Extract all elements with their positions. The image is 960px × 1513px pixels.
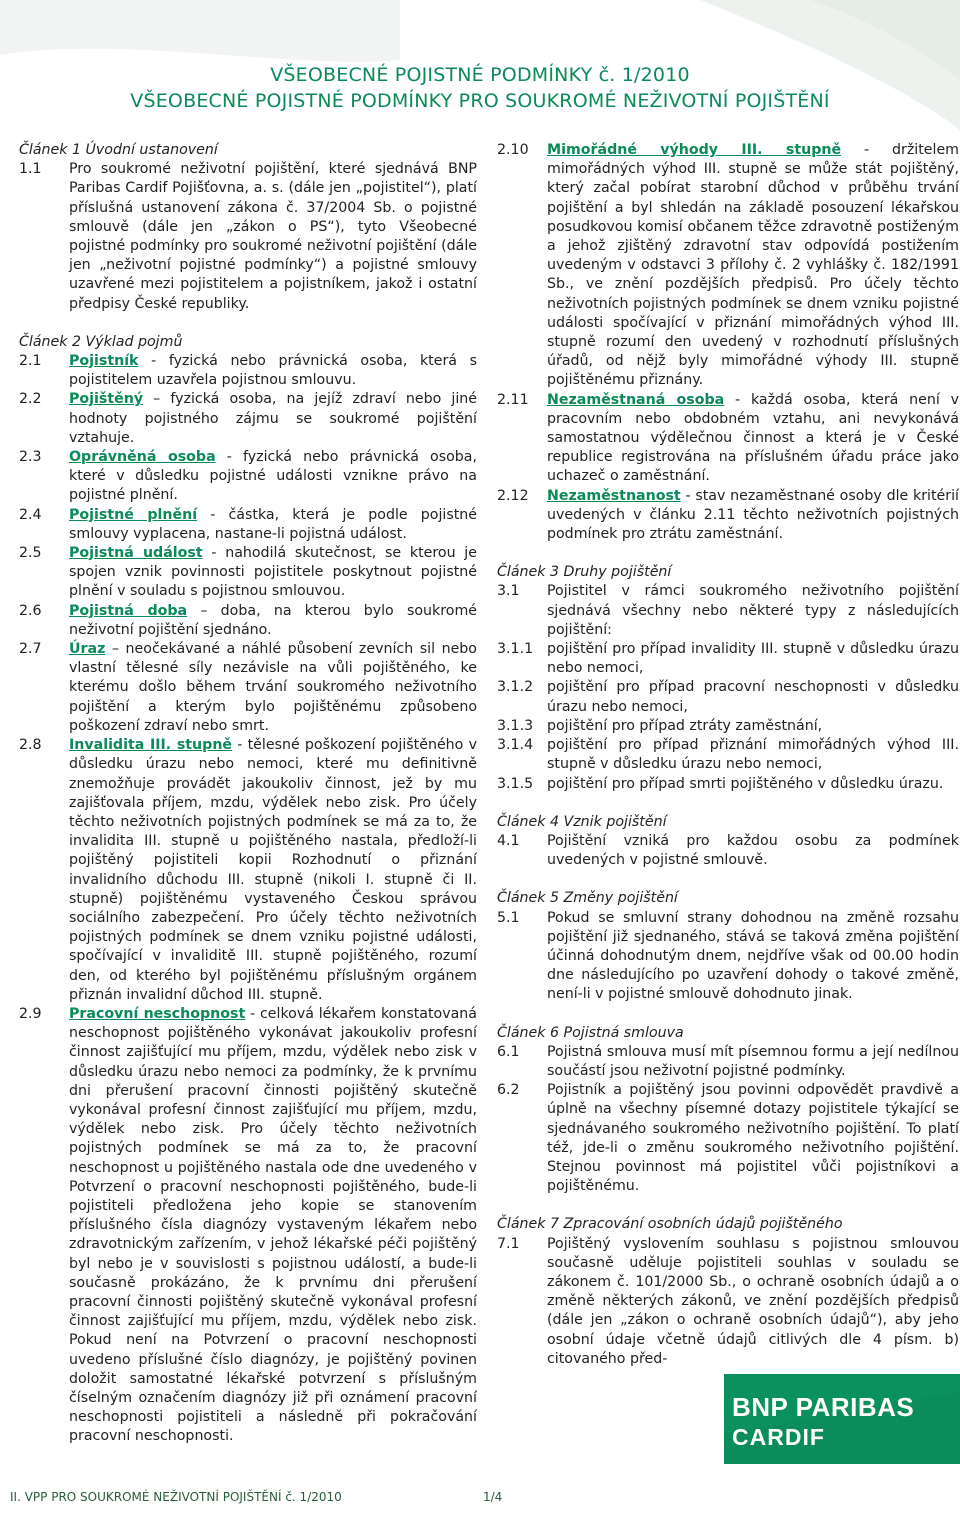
defined-term: Pojištěný: [69, 391, 144, 408]
definition-text: – doba, na kterou bylo soukromé neživotní pojištění sjednáno.: [69, 602, 478, 638]
defined-term: Úraz: [69, 641, 106, 658]
clause-text: Pokud se smluvní strany dohodnou na změně rozsahu pojištění již sjednaného, stává se taková změna pojištění účinná dohodnutým dnem, nejdříve však od 00.00 hodin dne následujícího po uzavření dohody o takové změně, není-li v pojistné smlouvě dohodnuto jinak.: [547, 909, 959, 1003]
clause-number: 2.11: [497, 391, 529, 408]
defined-term: Nezaměstnaná osoba: [547, 391, 725, 408]
clause-number: 3.1.4: [497, 737, 534, 754]
article-heading: Článek 4 Vznik pojištění: [497, 813, 667, 830]
clause-number: 4.1: [497, 832, 520, 849]
left-column: [19, 141, 477, 1447]
clause: [497, 717, 959, 736]
document-subtitle: VŠEOBECNÉ POJISTNÉ PODMÍNKY PRO SOUKROMÉ NEŽIVOTNÍ POJIŠTĚNÍ: [130, 90, 830, 112]
definition-text: – neočekávané a náhlé působení zevních sil nebo vlastní tělesné síly nezávisle na vůli pojištěného, ke kterému došlo během trvání soukromého neživotního pojištění a kterým bylo pojištěnému způsobeno poškození zdraví nebo smrt.: [69, 641, 477, 734]
page-number: 1/4: [483, 1490, 503, 1504]
definition-text: – fyzická osoba, na jejíž zdraví nebo jiné hodnoty pojistného zájmu se soukromé pojištění vztahuje.: [69, 391, 477, 446]
clause-text: Pojistná smlouva musí mít písemnou formu a její nedílnou součástí jsou neživotní pojistné podmínky.: [547, 1043, 959, 1079]
clause: [497, 832, 959, 870]
defined-term: Pojistník: [69, 353, 139, 370]
clause-number: 3.1.2: [497, 679, 534, 696]
clause: [497, 909, 959, 1005]
clause-text: pojištění pro případ přiznání mimořádných výhod III. stupně v důsledku úrazu nebo nemoci,: [547, 737, 959, 773]
clause-number: 5.1: [497, 909, 520, 926]
clause-number: 2.9: [19, 1005, 42, 1022]
defined-term: Pojistná doba: [69, 602, 188, 619]
definition-item: [19, 390, 477, 448]
definition-text: - nahodilá skutečnost, se kterou je spojen vznik povinnosti pojistitele poskytnout pojistné plnění v souladu s pojistnou smlouvou.: [69, 545, 477, 600]
definition-item: [497, 391, 959, 487]
article-heading: Článek 1 Úvodní ustanovení: [19, 142, 218, 158]
definition-text: - celková lékařem konstatovaná neschopnost pojištěného vykonávat jakoukoliv profesní činnost zajišťující mu příjem, mzdu, výdělek nebo zisk v důsledku úrazu nebo nemoci za podmínky, že k prvnímu dni přerušení pracovní činnosti pojištěný skutečně vykonával profesní činnost zajišťující mu příjem, mzdu, výdělek nebo zisk. Pro účely těchto neživotních pojistných podmínek se má za to, že pracovní neschopnost u pojištěného nastala ode dne uvedeného v Potvrzení o pracovní neschopnosti pojištěného, bude-li pojistiteli předložena jeho kopie se stanovením příslušného čísla diagnózy vystaveným lékařem nebo zdravotnickým zařízením, v jehož lékařské péči pojištěný byl nebo je v souvislosti s pojistnou událostí, a bude-li současně prokázáno, že k prvnímu dni přerušení pracovní činnosti pojištěný skutečně vykonával profesní činnost zajišťující mu příjem, mzdu, výdělek nebo zisk. Pokud není na Potvrzení o pracovní neschopnosti uvedeno příslušné číslo diagnózy, je pojištěný povinen doložit samostatné lékařské potvrzení s příslušným číselným označením diagnózy již při oznámení pracovní neschopnosti pojistiteli a následně při pokračování pracovní neschopnosti.: [69, 1005, 477, 1445]
clause-text: Pojištěný vyslovením souhlasu s pojistnou smlouvou současně uděluje pojistiteli souhlas v souladu se zákonem č. 101/2000 Sb., o ochraně osobních údajů a o změně některých zákonů, ve znění pozdějších předpisů (dále jen „zákon o ochraně osobních údajů“), aby jeho osobní údaje včetně údajů citlivých dle 4 písm. b) citovaného před-: [547, 1235, 959, 1367]
clause-text: Pojistník a pojištěný jsou povinni odpovědět pravdivě a úplně na všechny písemné dotazy pojistitele týkající se sjednávaného soukromého neživotního pojištění. To platí též, jde-li o změnu soukromého neživotního pojištění. Stejnou povinnost má pojistitel vůči pojistníkovi a pojištěnému.: [547, 1082, 959, 1195]
article-heading: Článek 3 Druhy pojištění: [497, 564, 672, 581]
defined-term: Mimořádné výhody III. stupně: [547, 142, 842, 158]
definition-text: - částka, která je podle pojistné smlouvy vyplacena, nastane-li pojistná událost.: [69, 506, 478, 542]
defined-term: Pojistné plnění: [69, 506, 198, 523]
clause: [497, 582, 959, 640]
definition-item: [19, 736, 477, 1005]
definition-text: - fyzická nebo právnická osoba, které v důsledku pojistné události vznikne právo na pojistné plnění.: [69, 449, 477, 504]
clause-number: 2.6: [19, 602, 42, 619]
clause-number: 6.2: [497, 1082, 520, 1099]
logo-text: CARDIF: [732, 1424, 825, 1450]
clause: [497, 678, 959, 716]
clause: [497, 1081, 959, 1196]
clause-number: 2.1: [19, 353, 42, 370]
clause-text: pojištění pro případ pracovní neschopnosti v důsledku úrazu nebo nemoci,: [547, 679, 959, 715]
defined-term: Oprávněná osoba: [69, 449, 216, 466]
clause: [497, 1043, 959, 1081]
clause-number: 3.1.3: [497, 717, 534, 734]
clause-number: 2.12: [497, 487, 529, 504]
clause-text: pojištění pro případ smrti pojištěného v důsledku úrazu.: [547, 775, 944, 792]
clause: [497, 1235, 959, 1369]
clause-number: 2.2: [19, 391, 42, 408]
definition-item: [497, 487, 959, 545]
definition-item: [19, 640, 477, 736]
definition-item: [19, 602, 477, 640]
clause-number: 7.1: [497, 1235, 520, 1252]
logo-text: BNP PARIBAS: [732, 1392, 915, 1422]
clause-text: Pro soukromé neživotní pojištění, které sjednává BNP Paribas Cardif Pojišťovna, a. s. (dále jen „pojistitel“), platí příslušná ustanovení zákona č. 37/2004 Sb. o pojistné smlouvě (dále jen „zákon o PS“), tyto Všeobecné pojistné podmínky pro soukromé neživotní pojištění (dále jen „neživotní pojistné podmínky“) a pojistné smlouvy uzavřené mezi pojistitelem a pojistníkem, jakož i ostatní předpisy České republiky.: [69, 161, 477, 312]
clause-text: Pojistitel v rámci soukromého neživotního pojištění sjednává všechny nebo některé typy z následujících pojištění:: [547, 583, 959, 638]
document-title: VŠEOBECNÉ POJISTNÉ PODMÍNKY č. 1/2010: [270, 64, 690, 86]
definition-text: - stav nezaměstnané osoby dle kritérií uvedených v článku 2.11 těchto neživotních pojistných podmínek pro ztrátu zaměstnání.: [547, 487, 959, 543]
definition-item: [497, 141, 959, 391]
clause-number: 2.4: [19, 506, 42, 523]
clause-number: 2.3: [19, 449, 42, 466]
clause-number: 2.10: [497, 142, 529, 158]
clause-number: 3.1.1: [497, 641, 534, 658]
clause-text: Pojištění vzniká pro každou osobu za podmínek uvedených v pojistné smlouvě.: [547, 832, 959, 869]
clause: [497, 736, 959, 774]
footer-document-name: II. VPP PRO SOUKROMÉ NEŽIVOTNÍ POJIŠTĚNÍ č. 1/2010: [10, 1490, 342, 1504]
article-heading: Článek 5 Změny pojištění: [497, 890, 678, 907]
definition-text: - tělesné poškození pojištěného v důsledku úrazu nebo nemoci, které mu definitivně znemožňuje provádět jakoukoliv činnost, jež by mu zajišťovala příjem, mzdu, výdělek nebo zisk. Pro účely těchto neživotních pojistných podmínek se má za to, že invalidita III. stupně u pojištěného nastala, předloží-li pojištěný pojistiteli kopii Rozhodnutí o přiznání invalidního důchodu III. stupně (nikoli I. stupně či II. stupně) pojištěnému vystaveného Českou správou sociálního zabezpečení. Pro účely těchto neživotních pojistných podmínek se dnem vzniku pojistné události, spočívající v invaliditě III. stupně pojištěného, rozumí den, od kterého byl pojištěnému příslušným orgánem přiznán invalidní důchod III. stupně.: [69, 737, 477, 1003]
defined-term: Nezaměstnanost: [547, 487, 681, 504]
clause-number: 1.1: [19, 161, 42, 178]
right-column: [497, 141, 959, 1369]
clause-number: 3.1: [497, 583, 520, 600]
definition-item: [19, 448, 477, 506]
clause-text: pojištění pro případ invalidity III. stupně v důsledku úrazu nebo nemoci,: [547, 641, 959, 677]
definition-text: - fyzická nebo právnická osoba, která s pojistitelem uzavřela pojistnou smlouvu.: [69, 353, 477, 389]
clause-number: 2.8: [19, 737, 42, 754]
defined-term: Pracovní neschopnost: [69, 1005, 246, 1022]
definition-text: - držitelem mimořádných výhod III. stupně se může stát pojištěný, který začal pobírat starobní důchod v průběhu trvání pojištění a byl shledán na základě posouzení lékařskou posudkovou komisí občanem těžce zdravotně postiženým a jehož zjištěný zdravotní stav odpovídá postižením uvedeným v odstavci 3 přílohy č. 2 vyhlášky č. 182/1991 Sb., ve znění pozdějších předpisů. Pro účely těchto neživotních pojistných podmínek se dnem vzniku pojistné události spočívající v přiznání mimořádných výhod III. stupně rozumí den uvedený v rozhodnutí příslušných úřadů, od nějž byly mimořádné výhody III. stupně pojištěnému přiznány.: [547, 142, 959, 389]
article-heading: Článek 6 Pojistná smlouva: [497, 1024, 684, 1041]
bnp-paribas-cardif-logo: [724, 1374, 960, 1464]
clause: [19, 160, 477, 314]
article-heading: Článek 2 Výklad pojmů: [19, 333, 183, 350]
definition-item: [19, 1005, 477, 1447]
clause-number: 3.1.5: [497, 775, 534, 792]
definition-item: [19, 506, 477, 544]
clause-number: 2.5: [19, 545, 42, 562]
clause: [497, 775, 959, 794]
defined-term: Pojistná událost: [69, 545, 203, 562]
clause-text: pojištění pro případ ztráty zaměstnání,: [547, 717, 823, 734]
clause-number: 6.1: [497, 1043, 520, 1060]
definition-item: [19, 544, 477, 602]
clause-number: 2.7: [19, 641, 42, 658]
article-heading: Článek 7 Zpracování osobních údajů pojištěného: [497, 1216, 843, 1233]
definition-text: - každá osoba, která není v pracovním nebo obdobném vztahu, ani nevykonává samostatnou výdělečnou činnost a která je v České republice registrována na příslušném úřadu práce jako uchazeč o zaměstnání.: [547, 391, 959, 485]
clause: [497, 640, 959, 678]
defined-term: Invalidita III. stupně: [69, 737, 233, 754]
definition-item: [19, 352, 477, 390]
